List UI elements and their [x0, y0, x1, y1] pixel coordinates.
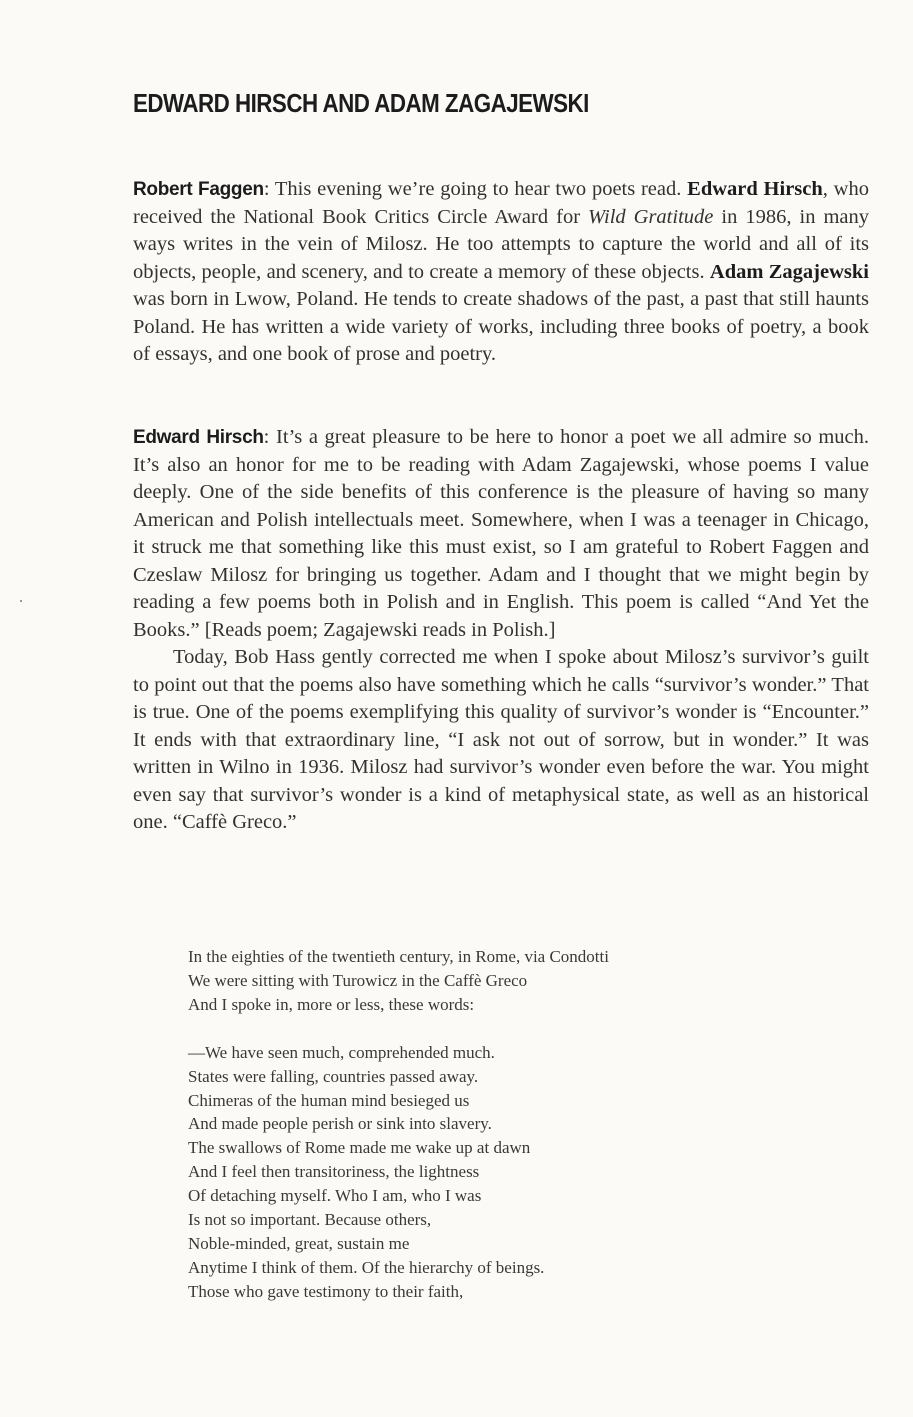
name-hirsch: Edward Hirsch — [687, 178, 823, 200]
chapter-title: EDWARD HIRSCH AND ADAM ZAGAJEWSKI — [133, 88, 589, 118]
poem-line: And made people perish or sink into slavery. — [188, 1114, 492, 1134]
text-segment: : This evening we’re going to hear two poets read. — [263, 178, 688, 200]
poem-line: Of detaching myself. Who I am, who I was — [188, 1186, 482, 1206]
poem-caffe-greco — [188, 945, 828, 1328]
poem-line: We were sitting with Turowicz in the Caffè Greco — [188, 970, 528, 990]
paragraph-faggen — [133, 176, 869, 369]
poem-line: Noble-minded, great, sustain me — [188, 1233, 410, 1253]
poem-line: States were falling, countries passed away. — [188, 1066, 479, 1086]
book-title: Wild Gratitude — [588, 205, 714, 228]
paragraph-survivors-wonder: Today, Bob Hass gently corrected me when I spoke about Milosz’s survivor’s guilt to point out that the poems also have something which he calls “survivor’s wonder.” That is true. One of the poems exemplifying this quality of survivor’s wonder is “Encounter.” It ends with that extraordinary line, “I ask not out of sorrow, but in wonder.” It was written in Wilno in 1936. Milosz had survivor’s wonder even before the war. You might even say that survivor’s wonder is a kind of metaphysical state, as well as an historical one. “Caffè Greco.” — [133, 646, 869, 833]
text-segment: : It’s a great pleasure to be here to honor a poet we all admire so much. It’s also an honor for me to be reading with Adam Zagajewski, whose poems I value deeply. One of the side benefits of this conference is the pleasure of having so many American and Polish intellectuals meet. Somewhere, when I was a teenager in Chicago, it struck me that something like this must exist, so I am grateful to Robert Faggen and Czeslaw Milosz for bringing us together. Adam and I thought that we might begin by reading a few poems both in Polish and in English. This poem is called “And Yet the Books.” [Reads poem; Zagajewski reads in Polish.] — [133, 426, 870, 641]
poem-line: —We have seen much, comprehended much. — [188, 1042, 495, 1062]
speaker-hirsch: Edward Hirsch — [133, 427, 264, 448]
text-segment: , who received the National Book Critics Circle Award for — [133, 178, 869, 228]
poem-line: Chimeras of the human mind besieged us — [188, 1090, 470, 1110]
poem-line: And I spoke in, more or less, these words: — [188, 994, 475, 1014]
poem-line: And I feel then transitoriness, the lightness — [188, 1162, 480, 1182]
poem-line: In the eighties of the twentieth century, in Rome, via Condotti — [188, 947, 609, 966]
text-segment: in 1986, in many ways writes in the vein of Milosz. He too attempts to capture the world and all of its objects, people, and scenery, and to create a memory of these objects. — [133, 205, 870, 283]
poem-line: Is not so important. Because others, — [188, 1210, 432, 1230]
margin-speck — [20, 600, 22, 602]
name-zagajewski: Adam Zagajewski — [709, 260, 869, 283]
text-segment: was born in Lwow, Poland. He tends to create shadows of the past, a past that still haunts Poland. He has written a wide variety of works, including three books of poetry, a book of essays, and one book of prose and poetry. — [133, 288, 869, 365]
poem-line: Anytime I think of them. Of the hierarchy of beings. — [188, 1257, 545, 1277]
speaker-faggen: Robert Faggen — [133, 179, 264, 200]
poem-stanza-1 — [188, 945, 828, 1017]
paragraph-hirsch — [133, 424, 869, 837]
poem-line: Those who gave testimony to their faith, — [188, 1281, 464, 1301]
poem-line: The swallows of Rome made me wake up at dawn — [188, 1138, 531, 1158]
poem-stanza-2 — [188, 1041, 828, 1304]
